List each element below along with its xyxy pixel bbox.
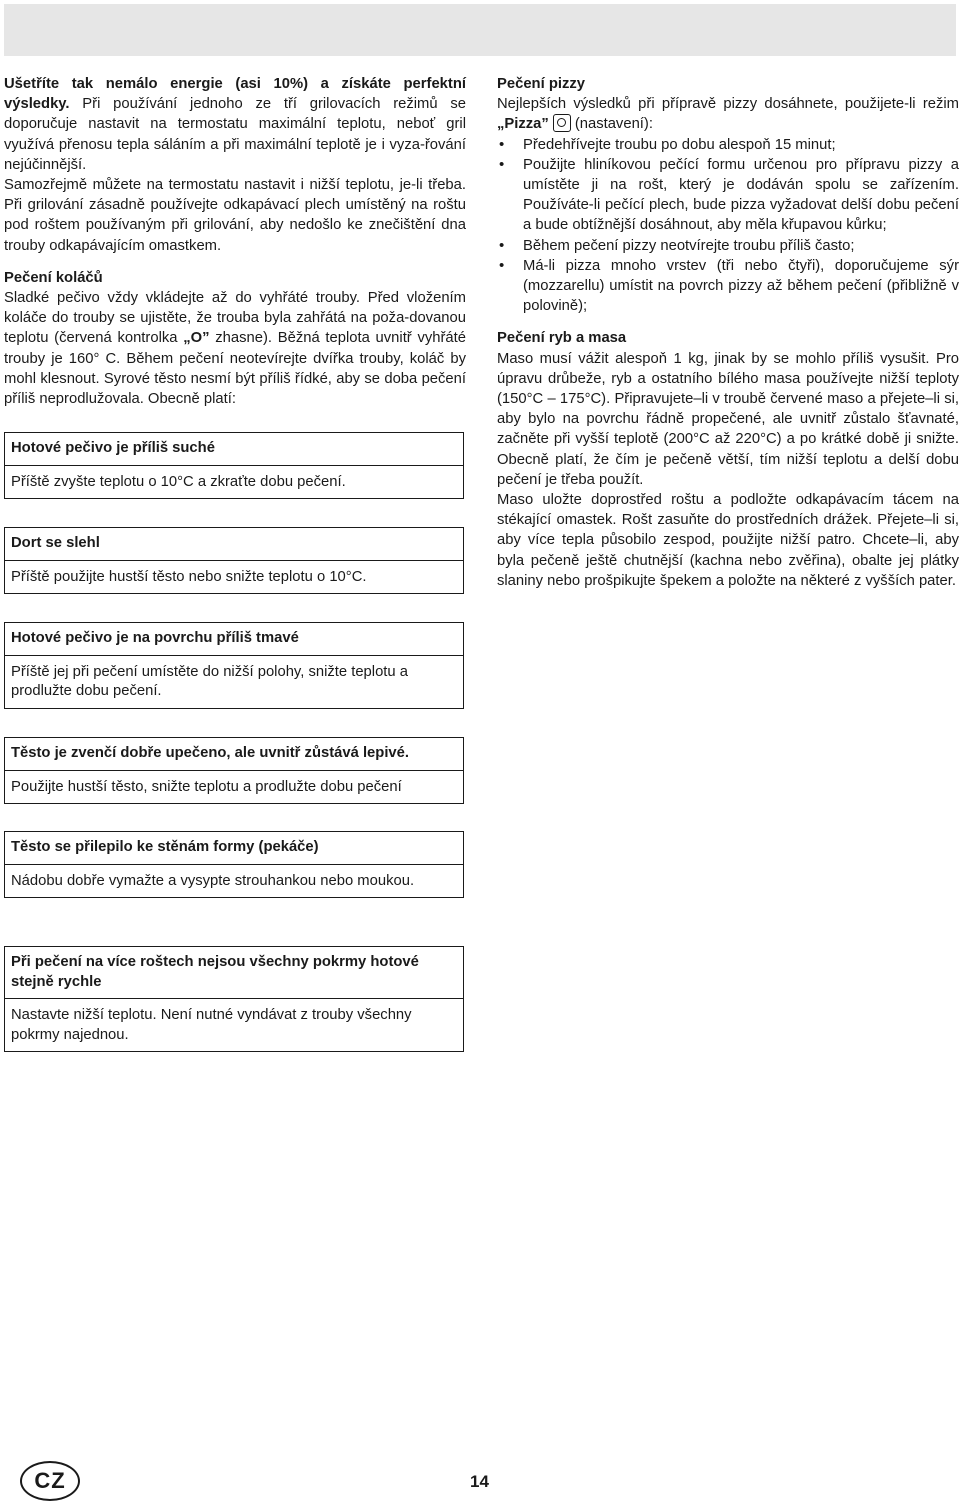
fish-meat-heading: Pečení ryb a masa	[497, 330, 627, 347]
tip-box	[4, 527, 464, 594]
country-badge: CZ	[20, 1461, 80, 1501]
tip-box	[4, 831, 464, 898]
energy-paragraph	[4, 74, 466, 175]
pizza-mode-label: „Pizza”	[497, 116, 549, 133]
tip-problem: Těsto se přilepilo ke stěnám formy (pekáče)	[5, 832, 463, 865]
tip-box	[4, 622, 464, 709]
cakes-paragraph	[4, 288, 466, 409]
tip-problem: Dort se slehl	[5, 528, 463, 561]
list-item: • Během pečení pizzy neotvírejte troubu příliš často;	[497, 236, 959, 256]
right-column	[497, 74, 959, 591]
tip-problem: Hotové pečivo je příliš suché	[5, 433, 463, 466]
fish-meat-paragraph-1: Maso musí vážit alespoň 1 kg, jinak by se mohlo příliš vysušit. Pro úpravu drůbeže, ryb a ostatního bílého masa používejte nižší teploty (150°C – 175°C). Připravujete–li v troubě červené maso a přejete–li si, aby bylo na povrchu řádně propečené, ale uvnitř zůstalo šťavnaté, začněte při vyšší teplotě (200°C až 220°C) a po krátké době ji snižte. Obecně platí, že čím je pečeně větší, tím nižší teplotu a delší dobu pečení je třeba použít.	[497, 350, 959, 488]
list-item: • Má-li pizza mnoho vrstev (tři nebo čtyři), doporučujeme sýr (mozzarellu) umístit na povrch pizzy až během pečení (přibližně v polovině);	[497, 256, 959, 317]
tip-solution: Příště použijte hustší těsto nebo snižte teplotu o 10°C.	[11, 568, 367, 585]
tip-solution: Nádobu dobře vymažte a vysypte strouhankou nebo moukou.	[11, 872, 415, 889]
tip-problem: Při pečení na více roštech nejsou všechny pokrmy hotové stejně rychle	[5, 947, 463, 999]
pizza-heading: Pečení pizzy	[497, 76, 585, 92]
tip-solution: Příště jej při pečení umístěte do nižší polohy, snižte teplotu a prodlužte dobu pečení.	[11, 663, 408, 699]
indicator-label: „O”	[183, 330, 210, 347]
list-item: • Použijte hliníkovou pečící formu určenou pro přípravu pizzy a umístěte ji na rošt, který je dodáván spolu se zařízením. Používáte-li pečící plech, bude pizza vyžadovat delší dobu pečení a bude obtížnější dosáhnout, aby měla křupavou kůrku;	[497, 155, 959, 236]
tip-box	[4, 737, 464, 804]
cakes-text-1: Sladké pečivo vždy vkládejte až do vyhřáté trouby. Před vložením koláče do trouby se ujistěte, že trouba byla zahřátá na poža-dovanou teplotu (červená kontrolka	[4, 290, 466, 347]
fish-meat-paragraph-2: Maso uložte doprostřed roštu a podložte odkapávacím tácem na stékající omastek. Rošt zasuňte do prostředních drážek. Přejete–li si, aby více tepla působilo zespod, použijte nižší patro. Chcete–li, aby byla pečeně ještě chutnější (kachna nebo zvěřina), obalte jej plátky slaniny nebo prošpikujte špekem a položte na některé z vyšších pater.	[497, 492, 959, 589]
tip-solution: Použijte hustší těsto, snižte teplotu a prodlužte dobu pečení	[11, 778, 402, 795]
tip-problem: Hotové pečivo je na povrchu příliš tmavé	[5, 623, 463, 656]
tip-solution: Nastavte nižší teplotu. Není nutné vyndávat z trouby všechny pokrmy najednou.	[11, 1007, 412, 1043]
pizza-tips-list	[497, 135, 959, 317]
pizza-mode-icon	[553, 114, 571, 132]
tip-box	[4, 432, 464, 499]
pizza-intro-text: Nejlepších výsledků při přípravě pizzy dosáhnete, použijete-li režim	[497, 96, 959, 113]
grill-paragraph: Samozřejmě můžete na termostatu nastavit i nižší teplotu, je-li třeba. Při grilování zásadně používejte odkapávací plech umístěný na roštu pod roštem používaným při grilování, aby nedošlo ke znečištění dna trouby odkapávajícím omastkem.	[4, 177, 466, 254]
list-item: • Předehřívejte troubu po dobu alespoň 15 minut;	[497, 135, 959, 155]
tip-solution: Příště zvyšte teplotu o 10°C a zkraťte dobu pečení.	[11, 473, 346, 490]
cakes-heading: Pečení koláčů	[4, 269, 103, 286]
pizza-intro	[497, 94, 959, 134]
header-bar	[4, 4, 956, 56]
left-column	[4, 74, 466, 409]
pizza-setting-text: (nastavení):	[574, 116, 653, 133]
tip-box	[4, 946, 464, 1052]
page-number: 14	[470, 1472, 489, 1491]
tip-problem: Těsto je zvenčí dobře upečeno, ale uvnitř zůstává lepivé.	[5, 738, 463, 771]
energy-lead: Ušetříte tak nemálo energie (asi 10%) a získáte perfektní výsledky.	[4, 76, 466, 113]
energy-text: Při používání jednoho ze tří grilovacích režimů se doporučuje nastavit na termostatu maximální teplotu, neboť gril využívá přenosu tepla sáláním a při maximální teplotě je i vyza-řování nejúčinnější.	[4, 96, 466, 173]
cakes-text-2: zhasne). Běžná teplota uvnitř vyhřáté trouby je 160° C. Během pečení neotevírejte dvířka trouby, koláč by mohl klesnout. Syrové těsto nesmí být příliš řídké, aby se doba pečení příliš neprodlužovala. Obecně platí:	[4, 330, 466, 408]
